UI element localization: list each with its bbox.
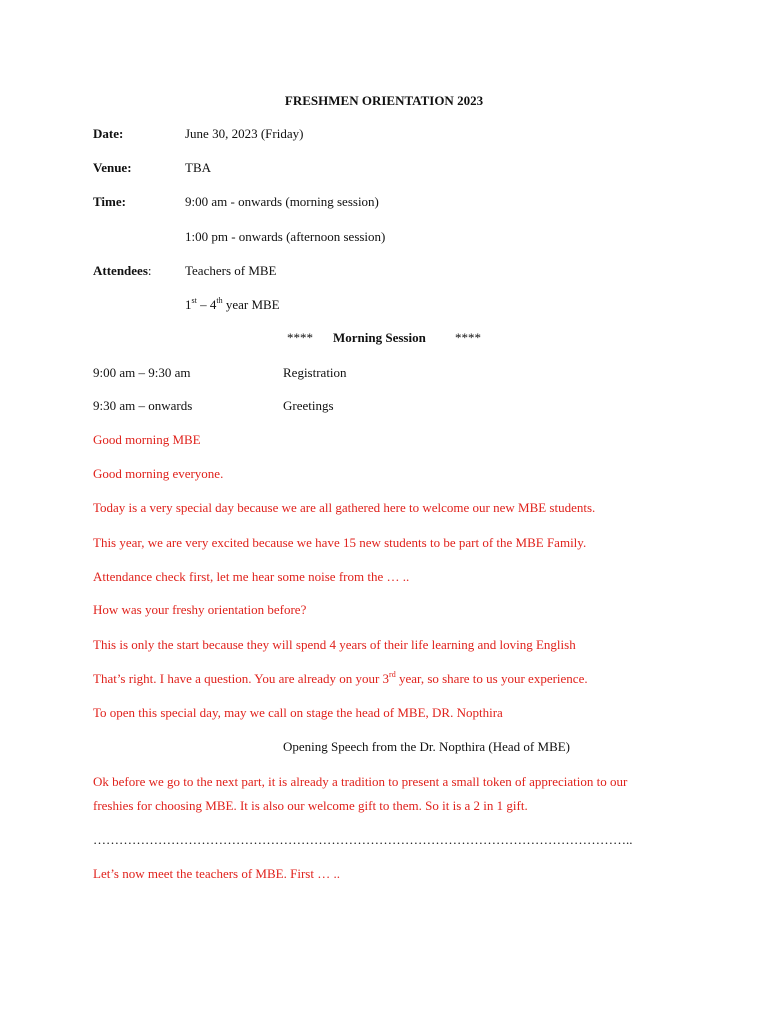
script-line-2: Good morning everyone. (93, 466, 224, 481)
script-line-4: This year, we are very excited because we have 15 new students to be part of the MBE Family. (93, 535, 587, 550)
script-line-1: Good morning MBE (93, 432, 201, 447)
attendees-teachers: Teachers of MBE (185, 263, 277, 278)
experience-line-start: That’s right. I have a question. You are already on your 3 (93, 671, 390, 686)
call-on-stage-line: To open this special day, may we call on stage the head of MBE, DR. Nopthira (93, 705, 503, 720)
attendees-colon: : (147, 263, 152, 278)
time-value-afternoon: 1:00 pm - onwards (afternoon session) (185, 229, 386, 244)
script-line-7: This is only the start because they will spend 4 years of their life learning and loving English (93, 637, 576, 652)
attendees-label-wrap (93, 263, 152, 279)
date-value: June 30, 2023 (Friday) (185, 126, 304, 141)
dotted-separator: …………………………………………………………………………………………………………….. (93, 832, 633, 847)
venue-label: Venue: (93, 160, 132, 175)
schedule-time-2: 9:30 am – onwards (93, 398, 193, 413)
token-line-2: freshies for choosing MBE. It is also our welcome gift to them. So it is a 2 in 1 gift. (93, 798, 528, 813)
session-stars-left: **** (287, 330, 313, 345)
schedule-activity-2: Greetings (283, 398, 334, 413)
script-line-3: Today is a very special day because we are all gathered here to welcome our new MBE students. (93, 500, 596, 515)
experience-line-sup: rd (389, 669, 396, 679)
attendees-label: Attendees (93, 263, 148, 278)
date-label: Date: (93, 126, 124, 141)
year-end-sup: th (216, 295, 223, 305)
opening-speech-line: Opening Speech from the Dr. Nopthira (Head of MBE) (283, 739, 571, 754)
experience-line (93, 671, 588, 687)
document-title: FRESHMEN ORIENTATION 2023 (284, 93, 484, 108)
time-label: Time: (93, 194, 126, 209)
attendees-years (185, 297, 280, 313)
script-line-5: Attendance check first, let me hear some noise from the … .. (93, 569, 410, 584)
session-heading: Morning Session (333, 330, 426, 345)
script-line-6: How was your freshy orientation before? (93, 602, 307, 617)
schedule-time-1: 9:00 am – 9:30 am (93, 365, 191, 380)
year-rest: year MBE (222, 297, 280, 312)
year-start-sup: st (191, 295, 197, 305)
venue-value: TBA (185, 160, 211, 175)
year-dash: – 4 (196, 297, 217, 312)
session-stars-right: **** (455, 330, 481, 345)
token-line-1: Ok before we go to the next part, it is already a tradition to present a small token of appreciation to our (93, 774, 628, 789)
year-start: 1 (185, 297, 192, 312)
schedule-activity-1: Registration (283, 365, 347, 380)
time-value-morning: 9:00 am - onwards (morning session) (185, 194, 379, 209)
teachers-line: Let’s now meet the teachers of MBE. First … .. (93, 866, 340, 881)
experience-line-end: year, so share to us your experience. (395, 671, 588, 686)
